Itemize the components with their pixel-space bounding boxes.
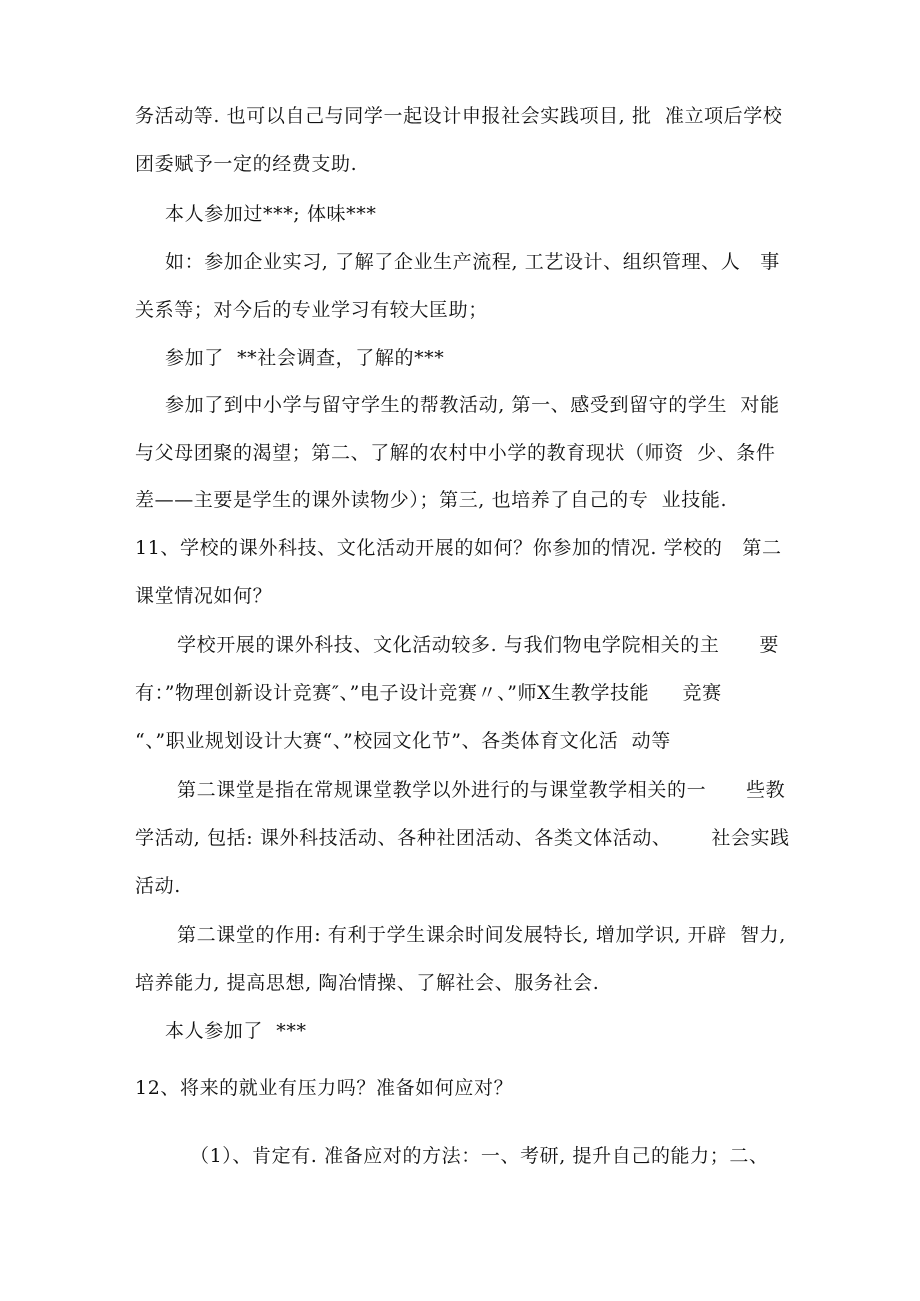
section-heading: 课堂情况如何？: [135, 585, 273, 607]
text-line: 本人参加了 ***: [165, 1020, 307, 1042]
section-heading: 11、学校的课外科技、文化活动开展的如何？你参加的情况. 学校的 第二: [135, 537, 782, 559]
text-line: 关系等；对今后的专业学习有较大匡助；: [135, 299, 488, 321]
text-line: “、”职业规划设计大赛“、”校园文化节”、各类体育文化活 动等: [135, 730, 671, 752]
text-line: 团委赋予一定的经费支助.: [135, 153, 358, 175]
text-line: 有：”物理创新设计竞赛″、”电子设计竞赛〃、”师X生教学技能 竞赛: [135, 682, 722, 704]
text-line: 如：参加企业实习, 了解了企业生产流程, 工艺设计、组织管理、人 事: [165, 251, 780, 273]
text-line: 第二课堂的作用: 有利于学生课余时间发展特长, 增加学识, 开辟 智力,: [177, 924, 786, 946]
text-line: 第二课堂是指在常规课堂教学以外进行的与课堂教学相关的一 些教: [177, 779, 786, 801]
text-line: 差——主要是学生的课外读物少）；第三, 也培养了自己的专 业技能.: [135, 489, 728, 511]
text-line: 学校开展的课外科技、文化活动较多. 与我们物电学院相关的主 要: [177, 634, 779, 656]
text-line: 本人参加过***; 体味***: [165, 203, 377, 225]
text-line: 参加了到中小学与留守学生的帮教活动, 第一、感受到留守的学生 对能: [165, 394, 780, 416]
text-line: 务活动等. 也可以自己与同学一起设计申报社会实践项目, 批 准立项后学校: [135, 105, 783, 127]
text-line: 培养能力, 提高思想, 陶冶情操、了解社会、服务社会.: [135, 972, 600, 994]
section-heading: 12、将来的就业有压力吗？准备如何应对？: [135, 1077, 514, 1099]
text-line: 与父母团聚的渴望；第二、了解的农村中小学的教育现状（师资 少、条件: [135, 442, 776, 464]
text-line: （1）、肯定有. 准备应对的方法：一、考研, 提升自己的能力；二、: [190, 1145, 769, 1167]
text-line: 活动.: [135, 875, 181, 897]
text-line: 学活动, 包括: 课外科技活动、各种社团活动、各类文体活动、 社会实践: [135, 827, 790, 849]
text-line: 参加了 **社会调查，了解的***: [165, 347, 445, 369]
